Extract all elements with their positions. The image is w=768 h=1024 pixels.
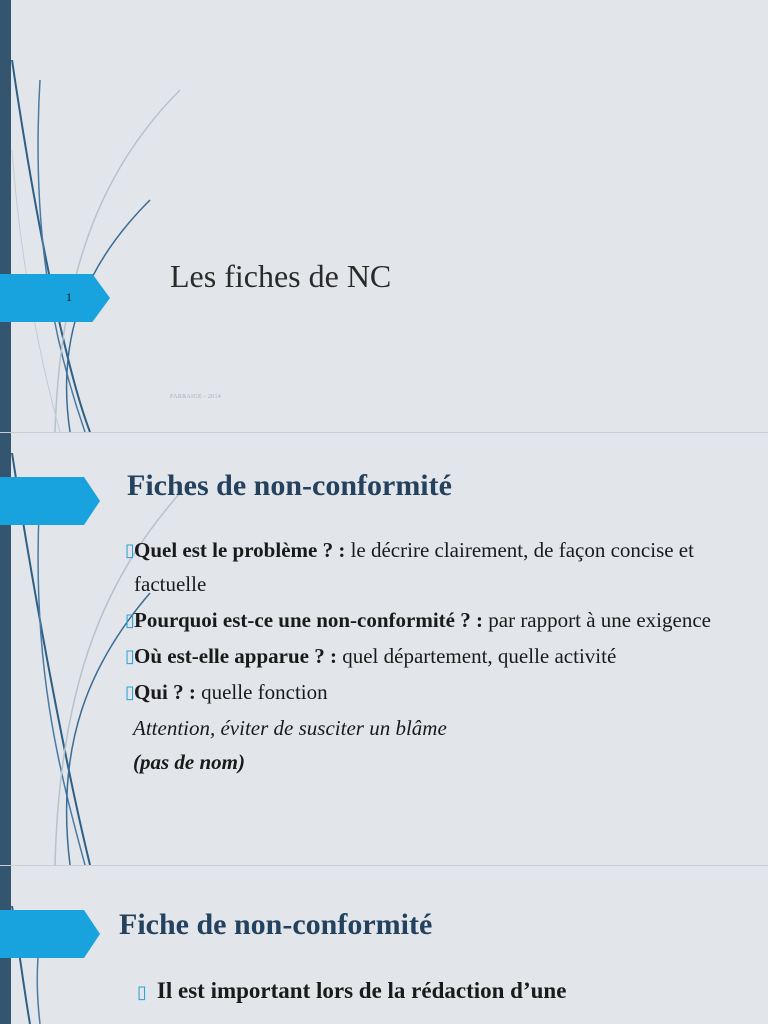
list-item bbox=[127, 603, 757, 637]
bullet-list bbox=[127, 533, 757, 779]
warning-note: Attention, éviter de susciter un blâme bbox=[133, 716, 447, 740]
item-label: Pourquoi est-ce une non-conformité ? : bbox=[134, 608, 483, 632]
bullet-icon: ▯ bbox=[125, 610, 135, 631]
bullet-icon: ▯ bbox=[125, 682, 135, 703]
item-text: le décrire clairement, de façon concise et factuelle bbox=[134, 538, 694, 596]
item-text: quel département, quelle activité bbox=[336, 644, 617, 668]
item-text: Il est important lors de la rédaction d’une bbox=[156, 978, 567, 1003]
bullet-icon: ▯ bbox=[125, 646, 135, 667]
slide-title: Les fiches de NC bbox=[170, 258, 392, 294]
item-text: quelle fonction bbox=[195, 680, 328, 704]
bullet-icon: ▯ bbox=[137, 982, 147, 1003]
slide-heading: Fiches de non-conformité bbox=[127, 469, 452, 502]
slide-number-tab bbox=[0, 274, 110, 322]
decorative-curves bbox=[0, 0, 200, 432]
slide-2 bbox=[0, 433, 768, 865]
item-label: Quel est le problème ? : bbox=[134, 538, 346, 562]
warning-note-bold bbox=[127, 745, 757, 779]
slide-number-tab bbox=[0, 477, 100, 525]
slide-3 bbox=[0, 866, 768, 1024]
list-item bbox=[127, 675, 757, 709]
list-item bbox=[137, 978, 757, 1004]
slide-number: 1 bbox=[66, 290, 72, 304]
item-label: Qui ? : bbox=[134, 680, 196, 704]
list-item bbox=[127, 639, 757, 673]
note-bold-text: (pas de nom) bbox=[133, 750, 245, 774]
list-item bbox=[127, 533, 757, 601]
slide-heading: Fiche de non-conformité bbox=[119, 908, 433, 941]
item-label: Où est-elle apparue ? : bbox=[134, 644, 337, 668]
slide-1 bbox=[0, 0, 768, 432]
slide-number-tab bbox=[0, 910, 100, 958]
slide-footer: FARRAIGE - 2014 bbox=[170, 394, 222, 400]
item-text: par rapport à une exigence bbox=[483, 608, 711, 632]
bullet-icon: ▯ bbox=[125, 540, 135, 561]
